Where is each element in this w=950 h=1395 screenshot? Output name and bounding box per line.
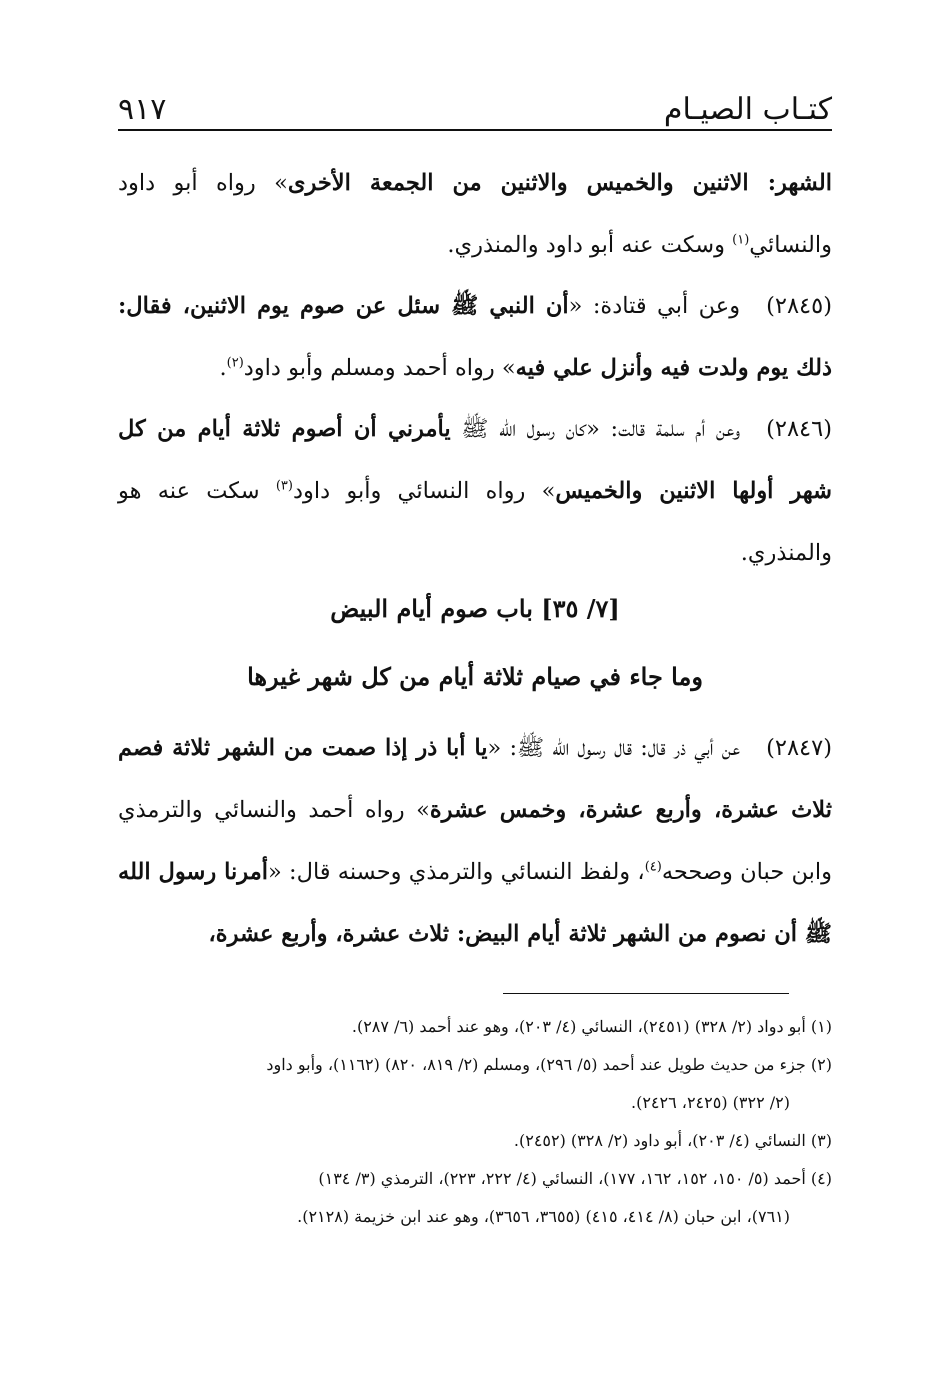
variant-intro: ، ولفظ النسائي والترمذي وحسنه قال: « xyxy=(268,859,645,885)
hadith-number: (٢٨٤٧) xyxy=(766,735,832,761)
footnote-ref: (١) xyxy=(732,232,750,248)
hadith-number: (٢٨٤٥) xyxy=(766,293,832,319)
footnote-text: النسائي (٤/ ٢٠٣)، أبو داود (٢/ ٣٢٨) (٢٤٥٢). xyxy=(513,1131,806,1150)
section-subtitle: وما جاء في صيام ثلاثة أيام من كل شهر غيرها xyxy=(247,662,703,691)
page-number: ٩١٧ xyxy=(118,92,167,127)
footnote-1 xyxy=(118,1008,832,1046)
paragraph-continuation xyxy=(118,152,832,276)
header-rule xyxy=(118,129,832,131)
footnote-ref: (٢) xyxy=(226,355,244,371)
hadith-matn-variant: أمرنا رسول الله ﷺ أن نصوم من الشهر ثلاثة أيام البيض: ثلاث عشرة، وأربع عشرة، xyxy=(118,859,832,947)
footnote-text: أحمد (٥/ ١٥٠، ١٥٢، ١٦٢، ١٧٧)، النسائي (٤/ ٢٢٢، ٢٢٣)، الترمذي (٣/ ١٣٤) xyxy=(318,1169,806,1188)
source-text: » رواه أحمد والنسائي والترمذي وابن حبان وصححه xyxy=(118,797,832,885)
footnote-text: جزء من حديث طويل عند أحمد (٥/ ٢٩٦)، ومسلم (٢/ ٨١٩، ٨٢٠) (١١٦٢)، وأبو داود xyxy=(266,1055,806,1074)
hadith-2846 xyxy=(118,398,832,584)
bold-text: الشهر: الاثنين والخميس والاثنين من الجمعة الأخرى xyxy=(287,170,832,196)
running-header xyxy=(118,92,832,128)
footnote-4 xyxy=(118,1160,832,1198)
hadith-intro: عن أبي ذر قال: قال رسول الله ﷺ: « xyxy=(487,735,741,761)
section-title: [٧/ ٣٥] باب صوم أيام البيض xyxy=(330,594,620,623)
footnote-4-continued: (٧٦١)، ابن حبان (٨/ ٤١٤، ٤١٥) (٣٦٥٥، ٣٦٥٦)، وهو عند ابن خزيمة (٢١٢٨). xyxy=(297,1207,790,1226)
source-text-end: سكت عنه هو والمنذري. xyxy=(118,478,832,566)
footnote-number: (٤) xyxy=(810,1169,832,1188)
hadith-matn: يأمرني أن أصوم ثلاثة أيام من كل شهر أولها الاثنين والخميس xyxy=(118,416,832,504)
hadith-intro: وعن أبي قتادة: « xyxy=(568,293,741,319)
hadith-matn: أن النبي ﷺ سئل عن صوم يوم الاثنين، فقال: ذلك يوم ولدت فيه وأنزل علي فيه xyxy=(118,293,832,381)
hadith-matn: يا أبا ذر إذا صمت من الشهر ثلاثة فصم ثلاث عشرة، وأربع عشرة، وخمس عشرة xyxy=(118,735,832,823)
source-text: » رواه أحمد ومسلم وأبو داود xyxy=(243,355,516,381)
footnote-3 xyxy=(118,1122,832,1160)
footnote-number: (١) xyxy=(810,1017,832,1036)
hadith-2847 xyxy=(118,717,832,965)
source-text: » رواه النسائي وأبو داود xyxy=(292,478,556,504)
source-text-end: وسكت عنه أبو داود والمنذري. xyxy=(447,232,733,258)
footnote-number: (٢) xyxy=(810,1055,832,1074)
header-title: كتـاب الصيـام xyxy=(663,92,832,127)
hadith-2845 xyxy=(118,275,832,399)
footnotes xyxy=(118,1008,832,1236)
footnote-number: (٣) xyxy=(810,1131,832,1150)
sentence-end: . xyxy=(219,355,227,381)
footnote-separator xyxy=(503,993,789,994)
footnote-text: أبو دواد (٢/ ٣٢٨) (٢٤٥١)، النسائي (٤/ ٢٠٣)، وهو عند أحمد (٦/ ٢٨٧). xyxy=(351,1017,806,1036)
hadith-intro: وعن أم سلمة قالت: «كان رسول الله ﷺ xyxy=(450,416,741,442)
footnote-2-continued: (٢/ ٣٢٢) (٢٤٢٥، ٢٤٢٦). xyxy=(630,1093,790,1112)
footnote-ref: (٤) xyxy=(644,859,662,875)
footnote-ref: (٣) xyxy=(275,478,293,494)
hadith-number: (٢٨٤٦) xyxy=(766,416,832,442)
source-text: » رواه أبو داود والنسائي xyxy=(118,170,832,258)
footnote-2 xyxy=(118,1046,832,1084)
